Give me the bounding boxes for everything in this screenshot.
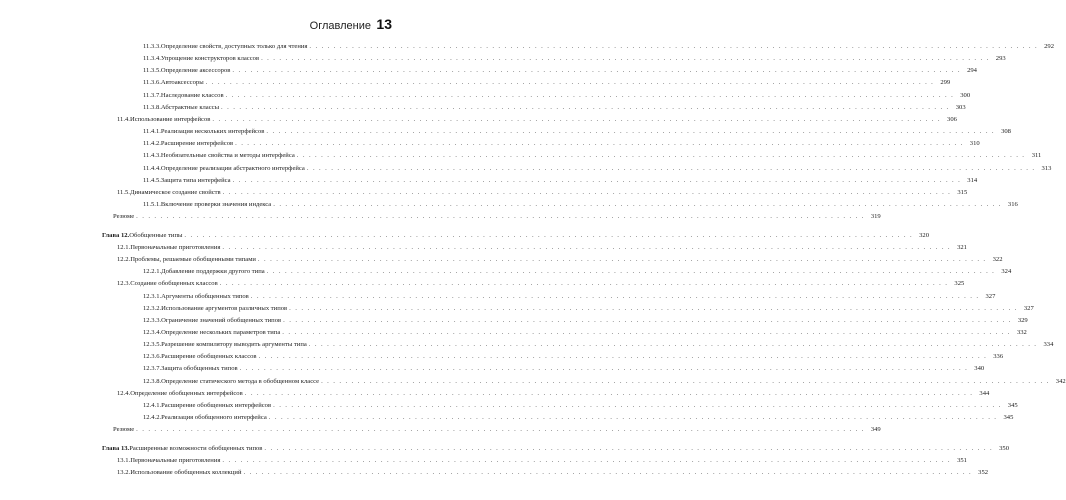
toc-entry-title: Использование аргументов различных типов [161,304,288,312]
page-number: 13 [376,16,392,32]
toc-chapter-row [102,231,929,240]
toc-dot-leader: . . . . . . . . . . . . . . . . . . . . . . . . . . . . . . . . . . . . . . . . . . . . . . . . . . . . . . . . . . . . . . . . . . . . . . . . . . . . . . . . . . . . . . . . . . . . . . . . . . . . . . . . . . . . . . . . . . . . . . . . [250,292,980,300]
toc-dot-leader: . . . . . . . . . . . . . . . . . . . . . . . . . . . . . . . . . . . . . . . . . . . . . . . . . . . . . . . . . . . . . . . . . . . . . . . . . . . . . . . . . . . . . . . . . . . . . . . . . . . . . . . . . . . . . . . . . . . . . . . . [219,280,949,288]
toc-entry-page: 350 [999,444,1009,452]
toc-entry-title: Включение проверки значения индекса [160,200,272,208]
toc-entry-title: Первоначальные приготовления [130,456,221,464]
toc-dot-leader: . . . . . . . . . . . . . . . . . . . . . . . . . . . . . . . . . . . . . . . . . . . . . . . . . . . . . . . . . . . . . . . . . . . . . . . . . . . . . . . . . . . . . . . . . . . . . . . . . . . . . . . . . . . . . . . . . . . . . . . . [222,188,952,196]
toc-entry-page: 340 [974,365,985,373]
toc-entry-row [143,43,1054,51]
toc-entry-page: 310 [969,140,980,148]
toc-entry-title: Реализация обобщенного интерфейса [161,414,267,421]
toc-entry-page: 322 [992,256,1003,264]
toc-entry-row [143,353,1004,361]
toc-entry-row [143,365,985,373]
toc-entry-row [143,292,996,301]
toc-entry-title: Разрешение компилятору выводить аргументы типа [161,341,307,349]
toc-entry-page: 306 [947,115,957,123]
toc-dot-leader: . . . . . . . . . . . . . . . . . . . . . . . . . . . . . . . . . . . . . . . . . . . . . . . . . . . . . . . . . . . . . . . . . . . . . . . . . . . . . . . . . . . . . . . . . . . . . . . . . . . . . . . . . . . . . . . . . . . . . . . . [136,213,865,221]
toc-entry-title: Резюме [113,426,135,434]
toc-entry-page: 299 [940,79,951,87]
toc-entry-row [143,316,1028,325]
toc-dot-leader: . . . . . . . . . . . . . . . . . . . . . . . . . . . . . . . . . . . . . . . . . . . . . . . . . . . . . . . . . . . . . . . . . . . . . . . . . . . . . . . . . . . . . . . . . . . . . . . . . . . . . . . . . . . . . . . . . . . . . . . . [266,268,996,276]
toc-entry-page: 345 [1007,401,1018,409]
toc-entry-page: 320 [919,231,929,239]
toc-entry-title: Резюме [113,213,135,221]
toc-entry-row [143,200,1018,209]
toc-dot-leader: . . . . . . . . . . . . . . . . . . . . . . . . . . . . . . . . . . . . . . . . . . . . . . . . . . . . . . . . . . . . . . . . . . . . . . . . . . . . . . . . . . . . . . . . . . . . . . . . . . . . . . . . . . . . . . . . . . . . . . . . [268,414,998,421]
toc-entry-title: Определение обобщенных интерфейсов [130,389,243,397]
toc-entry-number: Глава 13. [102,444,130,452]
toc-entry-row [117,456,967,465]
toc-entry-page: 311 [1031,152,1042,160]
toc-dot-leader: . . . . . . . . . . . . . . . . . . . . . . . . . . . . . . . . . . . . . . . . . . . . . . . . . . . . . . . . . . . . . . . . . . . . . . . . . . . . . . . . . . . . . . . . . . . . . . . . . . . . . . . . . . . . . . . . . . . . . . . . [309,43,1038,50]
toc-entry-row [143,140,980,148]
toc-entry-title: Использование обобщенных коллекций [130,469,242,477]
toc-entry-page: 334 [1043,341,1054,349]
toc-dot-leader: . . . . . . . . . . . . . . . . . . . . . . . . . . . . . . . . . . . . . . . . . . . . . . . . . . . . . . . . . . . . . . . . . . . . . . . . . . . . . . . . . . . . . . . . . . . . . . . . . . . . . . . . . . . . . . . . . . . . . . . . [283,316,1012,324]
toc-dot-leader: . . . . . . . . . . . . . . . . . . . . . . . . . . . . . . . . . . . . . . . . . . . . . . . . . . . . . . . . . . . . . . . . . . . . . . . . . . . . . . . . . . . . . . . . . . . . . . . . . . . . . . . . . . . . . . . . . . . . . . . . [266,128,995,136]
toc-dot-leader: . . . . . . . . . . . . . . . . . . . . . . . . . . . . . . . . . . . . . . . . . . . . . . . . . . . . . . . . . . . . . . . . . . . . . . . . . . . . . . . . . . . . . . . . . . . . . . . . . . . . . . . . . . . . . . . . . . . . . . . . [308,341,1038,349]
toc-dot-leader: . . . . . . . . . . . . . . . . . . . . . . . . . . . . . . . . . . . . . . . . . . . . . . . . . . . . . . . . . . . . . . . . . . . . . . . . . . . . . . . . . . . . . . . . . . . . . . . . . . . . . . . . . . . . . . . . . . . . . . . . [306,164,1036,172]
toc-dot-leader: . . . . . . . . . . . . . . . . . . . . . . . . . . . . . . . . . . . . . . . . . . . . . . . . . . . . . . . . . . . . . . . . . . . . . . . . . . . . . . . . . . . . . . . . . . . . . . . . . . . . . . . . . . . . . . . . . . . . . . . . [273,200,1002,208]
toc-dot-leader: . . . . . . . . . . . . . . . . . . . . . . . . . . . . . . . . . . . . . . . . . . . . . . . . . . . . . . . . . . . . . . . . . . . . . . . . . . . . . . . . . . . . . . . . . . . . . . . . . . . . . . . . . . . . . . . . . . . . . . . . [239,365,969,373]
toc-entry-page: 345 [1003,414,1014,421]
toc-entry-title: Абстрактные классы [160,103,220,111]
toc-entry-number: 12.3. [117,280,131,288]
toc-entry-page: 351 [957,456,967,464]
toc-entry-number: 11.3.3. [143,43,161,50]
toc-entry-row [143,341,1054,349]
toc-entry-number: 12.3.3. [143,316,162,324]
toc-entry-row [117,256,1003,264]
toc-dot-leader: . . . . . . . . . . . . . . . . . . . . . . . . . . . . . . . . . . . . . . . . . . . . . . . . . . . . . . . . . . . . . . . . . . . . . . . . . . . . . . . . . . . . . . . . . . . . . . . . . . . . . . . . . . . . . . . . . . . . . . . . [222,243,951,251]
toc-entry-title: Упрощение конструкторов классов [160,55,260,63]
toc-entry-title: Создание обобщенных классов [130,280,218,288]
toc-entry-number: 11.4. [117,115,130,123]
toc-entry-number: 12.3.6. [143,353,162,361]
running-header-title: Оглавление [309,20,371,32]
toc-entry-number: 13.1. [117,456,131,464]
toc-entry-row [143,176,978,185]
toc-dot-leader: . . . . . . . . . . . . . . . . . . . . . . . . . . . . . . . . . . . . . . . . . . . . . . . . . . . . . . . . . . . . . . . . . . . . . . . . . . . . . . . . . . . . . . . . . . . . . . . . . . . . . . . . . . . . . . . . . . . . . . . . [321,377,1050,385]
toc-entry-page: 344 [979,389,990,397]
toc-entry-number: 12.3.2. [143,304,162,312]
toc-entry-number: 12.2. [117,256,131,264]
toc-dot-leader: . . . . . . . . . . . . . . . . . . . . . . . . . . . . . . . . . . . . . . . . . . . . . . . . . . . . . . . . . . . . . . . . . . . . . . . . . . . . . . . . . . . . . . . . . . . . . . . . . . . . . . . . . . . . . . . . . . . . . . . . [205,79,935,87]
toc-entry-number: 11.4.1. [143,128,161,136]
toc-dot-leader: . . . . . . . . . . . . . . . . . . . . . . . . . . . . . . . . . . . . . . . . . . . . . . . . . . . . . . . . . . . . . . . . . . . . . . . . . . . . . . . . . . . . . . . . . . . . . . . . . . . . . . . . . . . . . . . . . . . . . . . . [136,426,865,434]
toc-entry-number: 11.3.4. [143,55,161,63]
toc-entry-title: Обобщенные типы [129,231,183,239]
toc-entry-title: Ограничение значений обобщенных типов [161,316,282,324]
toc-entry-row [143,164,1052,173]
toc-entry-row [117,188,968,197]
toc-entry-page: 292 [1044,43,1054,50]
toc-dot-leader: . . . . . . . . . . . . . . . . . . . . . . . . . . . . . . . . . . . . . . . . . . . . . . . . . . . . . . . . . . . . . . . . . . . . . . . . . . . . . . . . . . . . . . . . . . . . . . . . . . . . . . . . . . . . . . . . . . . . . . . . [264,444,993,452]
toc-entry-row [143,268,1012,276]
toc-entry-number: 11.5. [117,188,130,196]
toc-entry-row [143,328,1027,337]
toc-dot-leader: . . . . . . . . . . . . . . . . . . . . . . . . . . . . . . . . . . . . . . . . . . . . . . . . . . . . . . . . . . . . . . . . . . . . . . . . . . . . . . . . . . . . . . . . . . . . . . . . . . . . . . . . . . . . . . . . . . . . . . . . [221,103,950,111]
toc-entry-title: Использование интерфейсов [129,115,211,123]
toc-entry-title: Автоаксессоры [160,79,204,87]
toc-entry-page: 336 [993,353,1004,361]
toc-entry-number: 12.3.7. [143,365,162,373]
toc-entry-row [117,243,967,252]
toc-entry-title: Защита обобщенных типов [161,365,238,373]
toc-entry-row [117,469,989,477]
toc-entry-number: 11.4.2. [143,140,161,148]
toc-dot-leader: . . . . . . . . . . . . . . . . . . . . . . . . . . . . . . . . . . . . . . . . . . . . . . . . . . . . . . . . . . . . . . . . . . . . . . . . . . . . . . . . . . . . . . . . . . . . . . . . . . . . . . . . . . . . . . . . . . . . . . . . [232,176,962,184]
toc-dot-leader: . . . . . . . . . . . . . . . . . . . . . . . . . . . . . . . . . . . . . . . . . . . . . . . . . . . . . . . . . . . . . . . . . . . . . . . . . . . . . . . . . . . . . . . . . . . . . . . . . . . . . . . . . . . . . . . . . . . . . . . . [244,389,974,397]
toc-entry-title: Первоначальные приготовления [130,243,221,251]
toc-entry-number: 12.4.1. [143,401,162,409]
toc-entry-title: Расширение интерфейсов [160,140,234,148]
toc-entry-page: 349 [870,426,881,434]
toc-entry-number: 13.2. [117,469,131,477]
toc-entry-page: 324 [1001,268,1012,276]
toc-dot-leader: . . . . . . . . . . . . . . . . . . . . . . . . . . . . . . . . . . . . . . . . . . . . . . . . . . . . . . . . . . . . . . . . . . . . . . . . . . . . . . . . . . . . . . . . . . . . . . . . . . . . . . . . . . . . . . . . . . . . . . . . [261,55,990,63]
toc-entry-row [143,79,951,87]
toc-entry-row [117,280,965,288]
toc-entry-page: 308 [1001,128,1011,136]
toc-entry-title: Определение реализации абстрактного интерфейса [160,164,305,172]
toc-entry-number: 12.3.8. [143,377,162,385]
toc-dot-leader: . . . . . . . . . . . . . . . . . . . . . . . . . . . . . . . . . . . . . . . . . . . . . . . . . . . . . . . . . . . . . . . . . . . . . . . . . . . . . . . . . . . . . . . . . . . . . . . . . . . . . . . . . . . . . . . . . . . . . . . . [235,140,964,148]
toc-chapter-row [102,444,1009,453]
toc-entry-number: 12.3.4. [143,328,162,336]
toc-entry-title: Добавление поддержки другого типа [161,268,265,276]
toc-entry-page: 293 [995,55,1006,63]
toc-entry-number: 12.1. [117,243,131,251]
toc-entry-row [143,377,1066,386]
toc-entry-title: Определение свойств, доступных только для чтения [160,43,308,50]
toc-entry-page: 316 [1007,200,1018,208]
toc-entry-title: Необязательные свойства и методы интерфейса [160,152,295,160]
toc-entry-row [143,103,966,112]
toc-entry-number: 12.4. [117,389,131,397]
toc-entry-page: 315 [957,188,968,196]
toc-dot-leader: . . . . . . . . . . . . . . . . . . . . . . . . . . . . . . . . . . . . . . . . . . . . . . . . . . . . . . . . . . . . . . . . . . . . . . . . . . . . . . . . . . . . . . . . . . . . . . . . . . . . . . . . . . . . . . . . . . . . . . . . [282,328,1011,336]
toc-entry-row [143,152,1042,160]
toc-entry-page: 321 [957,243,967,251]
toc-entry-row [143,91,971,100]
toc-entry-page: 325 [954,280,965,288]
toc-entry-title: Определение статического метода в обобщенном классе [161,377,320,385]
toc-entry-row [143,55,1006,63]
toc-entry-row [143,304,1034,313]
toc-dot-leader: . . . . . . . . . . . . . . . . . . . . . . . . . . . . . . . . . . . . . . . . . . . . . . . . . . . . . . . . . . . . . . . . . . . . . . . . . . . . . . . . . . . . . . . . . . . . . . . . . . . . . . . . . . . . . . . . . . . . . . . . [243,469,973,477]
toc-entry-number: 12.2.1. [143,268,162,276]
toc-entry-page: 327 [985,292,996,300]
toc-dot-leader: . . . . . . . . . . . . . . . . . . . . . . . . . . . . . . . . . . . . . . . . . . . . . . . . . . . . . . . . . . . . . . . . . . . . . . . . . . . . . . . . . . . . . . . . . . . . . . . . . . . . . . . . . . . . . . . . . . . . . . . . [232,67,961,75]
toc-entry-number: 11.3.7. [143,91,161,99]
toc-entry-row [113,426,881,434]
toc-entry-row [113,213,881,221]
toc-entry-page: 314 [967,176,978,184]
toc-dot-leader: . . . . . . . . . . . . . . . . . . . . . . . . . . . . . . . . . . . . . . . . . . . . . . . . . . . . . . . . . . . . . . . . . . . . . . . . . . . . . . . . . . . . . . . . . . . . . . . . . . . . . . . . . . . . . . . . . . . . . . . . [273,401,1002,409]
toc-dot-leader: . . . . . . . . . . . . . . . . . . . . . . . . . . . . . . . . . . . . . . . . . . . . . . . . . . . . . . . . . . . . . . . . . . . . . . . . . . . . . . . . . . . . . . . . . . . . . . . . . . . . . . . . . . . . . . . . . . . . . . . . [222,456,951,464]
toc-entry-page: 319 [870,213,881,221]
toc-entry-row [143,414,1014,422]
toc-entry-number: 12.4.2. [143,414,162,421]
toc-entry-page: 342 [1055,377,1066,385]
toc-entry-row [143,128,1011,136]
toc-entry-title: Аргументы обобщенных типов [161,292,249,300]
toc-entry-page: 329 [1017,316,1028,324]
toc-entry-number: 11.4.5. [143,176,161,184]
toc-entry-row [143,67,977,75]
toc-entry-title: Проблемы, решаемые обобщенными типами [130,256,256,264]
toc-entry-row [117,115,957,124]
toc-entry-number: 12.3.1. [143,292,162,300]
toc-entry-number: 11.4.3. [143,152,161,160]
toc-dot-leader: . . . . . . . . . . . . . . . . . . . . . . . . . . . . . . . . . . . . . . . . . . . . . . . . . . . . . . . . . . . . . . . . . . . . . . . . . . . . . . . . . . . . . . . . . . . . . . . . . . . . . . . . . . . . . . . . . . . . . . . . [296,152,1026,160]
toc-entry-page: 352 [978,469,989,477]
toc-dot-leader: . . . . . . . . . . . . . . . . . . . . . . . . . . . . . . . . . . . . . . . . . . . . . . . . . . . . . . . . . . . . . . . . . . . . . . . . . . . . . . . . . . . . . . . . . . . . . . . . . . . . . . . . . . . . . . . . . . . . . . . . [184,231,913,239]
toc-entry-page: 303 [955,103,966,111]
toc-entry-number: 11.3.6. [143,79,161,87]
toc-entry-title: Динамическое создание свойств [129,188,221,196]
toc-entry-number: 11.3.8. [143,103,161,111]
toc-entry-row [143,401,1018,410]
toc-entry-number: 11.5.1. [143,200,161,208]
toc-entry-title: Расширение обобщенных интерфейсов [161,401,272,409]
toc-entry-row [117,389,990,398]
toc-entry-number: 11.3.5. [143,67,161,75]
toc-dot-leader: . . . . . . . . . . . . . . . . . . . . . . . . . . . . . . . . . . . . . . . . . . . . . . . . . . . . . . . . . . . . . . . . . . . . . . . . . . . . . . . . . . . . . . . . . . . . . . . . . . . . . . . . . . . . . . . . . . . . . . . . [225,91,955,99]
toc-dot-leader: . . . . . . . . . . . . . . . . . . . . . . . . . . . . . . . . . . . . . . . . . . . . . . . . . . . . . . . . . . . . . . . . . . . . . . . . . . . . . . . . . . . . . . . . . . . . . . . . . . . . . . . . . . . . . . . . . . . . . . . . [258,353,988,361]
toc-entry-page: 300 [960,91,971,99]
toc-entry-title: Защита типа интерфейса [160,176,231,184]
toc-entry-title: Наследование классов [160,91,224,99]
toc-entry-title: Реализация нескольких интерфейсов [160,128,265,136]
toc-dot-leader: . . . . . . . . . . . . . . . . . . . . . . . . . . . . . . . . . . . . . . . . . . . . . . . . . . . . . . . . . . . . . . . . . . . . . . . . . . . . . . . . . . . . . . . . . . . . . . . . . . . . . . . . . . . . . . . . . . . . . . . . [212,115,941,123]
toc-entry-title: Определение аксессоров [160,67,231,75]
toc-entry-number: 11.4.4. [143,164,161,172]
toc-dot-leader: . . . . . . . . . . . . . . . . . . . . . . . . . . . . . . . . . . . . . . . . . . . . . . . . . . . . . . . . . . . . . . . . . . . . . . . . . . . . . . . . . . . . . . . . . . . . . . . . . . . . . . . . . . . . . . . . . . . . . . . . [289,304,1018,312]
toc-entry-page: 327 [1023,304,1034,312]
toc-entry-page: 313 [1041,164,1052,172]
toc-entry-number: 12.3.5. [143,341,162,349]
toc-entry-number: Глава 12. [102,231,130,239]
toc-entry-page: 332 [1016,328,1027,336]
toc-entry-title: Расширенные возможности обобщенных типов [129,444,263,452]
toc-entry-title: Расширение обобщенных классов [161,353,257,361]
toc-entry-page: 294 [967,67,977,75]
toc-entry-title: Определение нескольких параметров типа [161,328,281,336]
toc-dot-leader: . . . . . . . . . . . . . . . . . . . . . . . . . . . . . . . . . . . . . . . . . . . . . . . . . . . . . . . . . . . . . . . . . . . . . . . . . . . . . . . . . . . . . . . . . . . . . . . . . . . . . . . . . . . . . . . . . . . . . . . . [257,256,987,264]
